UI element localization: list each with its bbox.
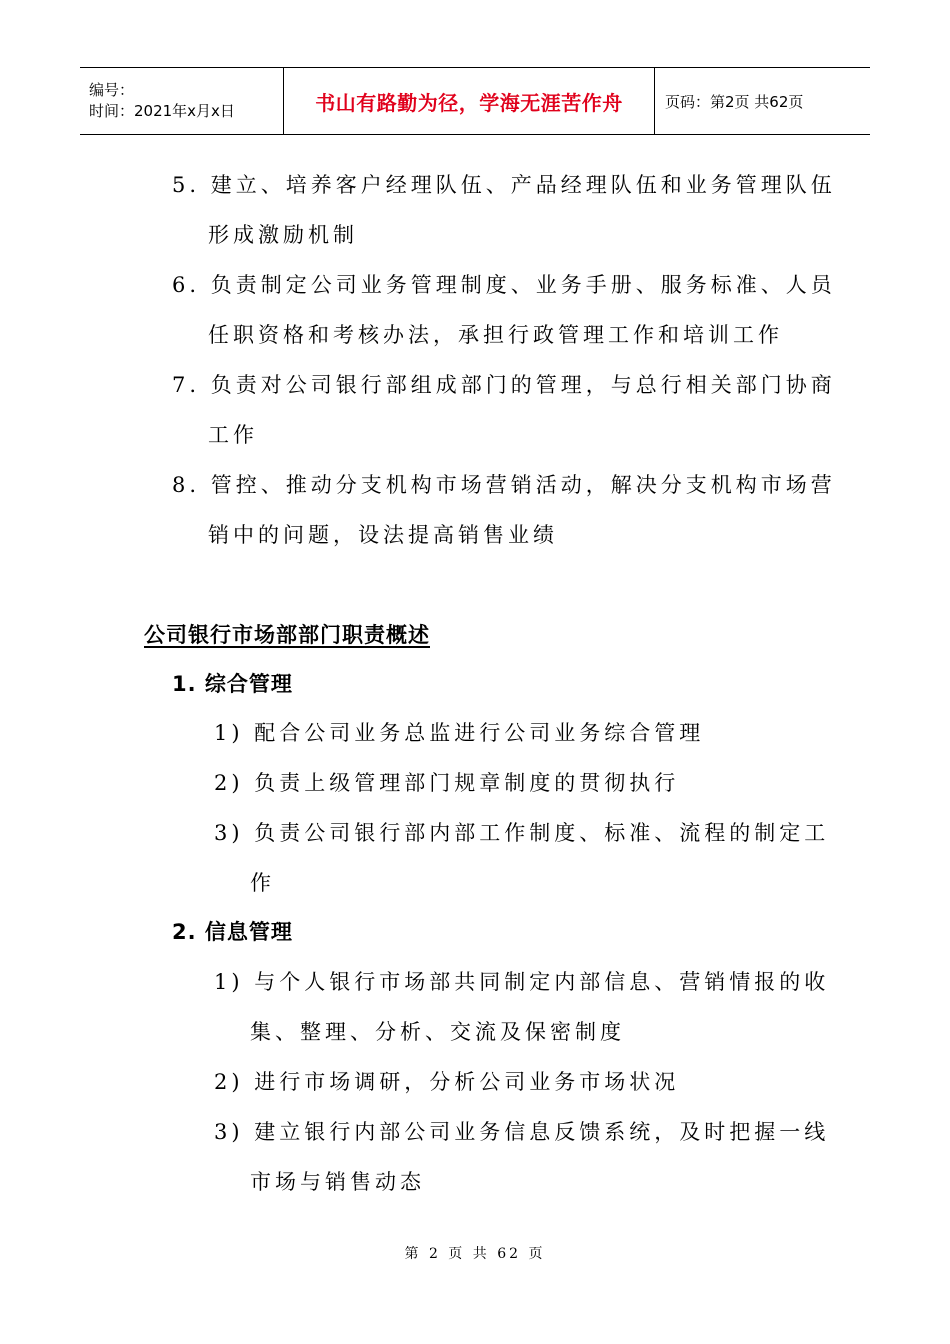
list-item-7: 7. 负责对公司银行部组成部门的管理，与总行相关部门协商: [172, 373, 836, 397]
subsection-heading-1: 1. 综合管理: [172, 672, 293, 696]
subitem-2-2: 2) 进行市场调研，分析公司业务市场状况: [214, 1070, 680, 1094]
subitem-1-2: 2) 负责上级管理部门规章制度的贯彻执行: [214, 771, 680, 795]
subitem-2-1-cont: 集、整理、分析、交流及保密制度: [250, 1020, 625, 1044]
list-item-7-cont: 工作: [208, 423, 258, 447]
list-item-5: 5. 建立、培养客户经理队伍、产品经理队伍和业务管理队伍: [172, 173, 836, 197]
list-item-6-cont: 任职资格和考核办法，承担行政管理工作和培训工作: [208, 323, 783, 347]
header-meta: [80, 68, 283, 134]
subitem-2-3-cont: 市场与销售动态: [250, 1170, 425, 1194]
subitem-1-1: 1) 配合公司业务总监进行公司业务综合管理: [214, 721, 705, 745]
page-header: [80, 67, 870, 135]
subitem-2-3: 3) 建立银行内部公司业务信息反馈系统，及时把握一线: [214, 1120, 830, 1144]
header-motto: [283, 68, 655, 134]
motto-text: 书山有路勤为径，学海无涯苦作舟: [315, 90, 623, 115]
list-item-8: 8. 管控、推动分支机构市场营销活动，解决分支机构市场营: [172, 473, 836, 497]
list-item-5-cont: 形成激励机制: [208, 223, 358, 247]
page-number-label: 页码：第2页 共62页: [665, 92, 804, 111]
subitem-2-1: 1) 与个人银行市场部共同制定内部信息、营销情报的收: [214, 970, 830, 994]
subitem-1-3-cont: 作: [250, 871, 275, 895]
subitem-1-3: 3) 负责公司银行部内部工作制度、标准、流程的制定工: [214, 821, 830, 845]
header-page-info: [655, 68, 870, 134]
subsection-heading-2: 2. 信息管理: [172, 920, 293, 944]
list-item-6: 6. 负责制定公司业务管理制度、业务手册、服务标准、人员: [172, 273, 836, 297]
document-time-label: 时间：2021年x月x日: [89, 102, 235, 120]
section-title: 公司银行市场部部门职责概述: [144, 623, 430, 647]
document-number-label: 编号：: [89, 81, 135, 99]
list-item-8-cont: 销中的问题，设法提高销售业绩: [208, 523, 558, 547]
page-footer: 第 2 页 共 62 页: [404, 1246, 546, 1262]
